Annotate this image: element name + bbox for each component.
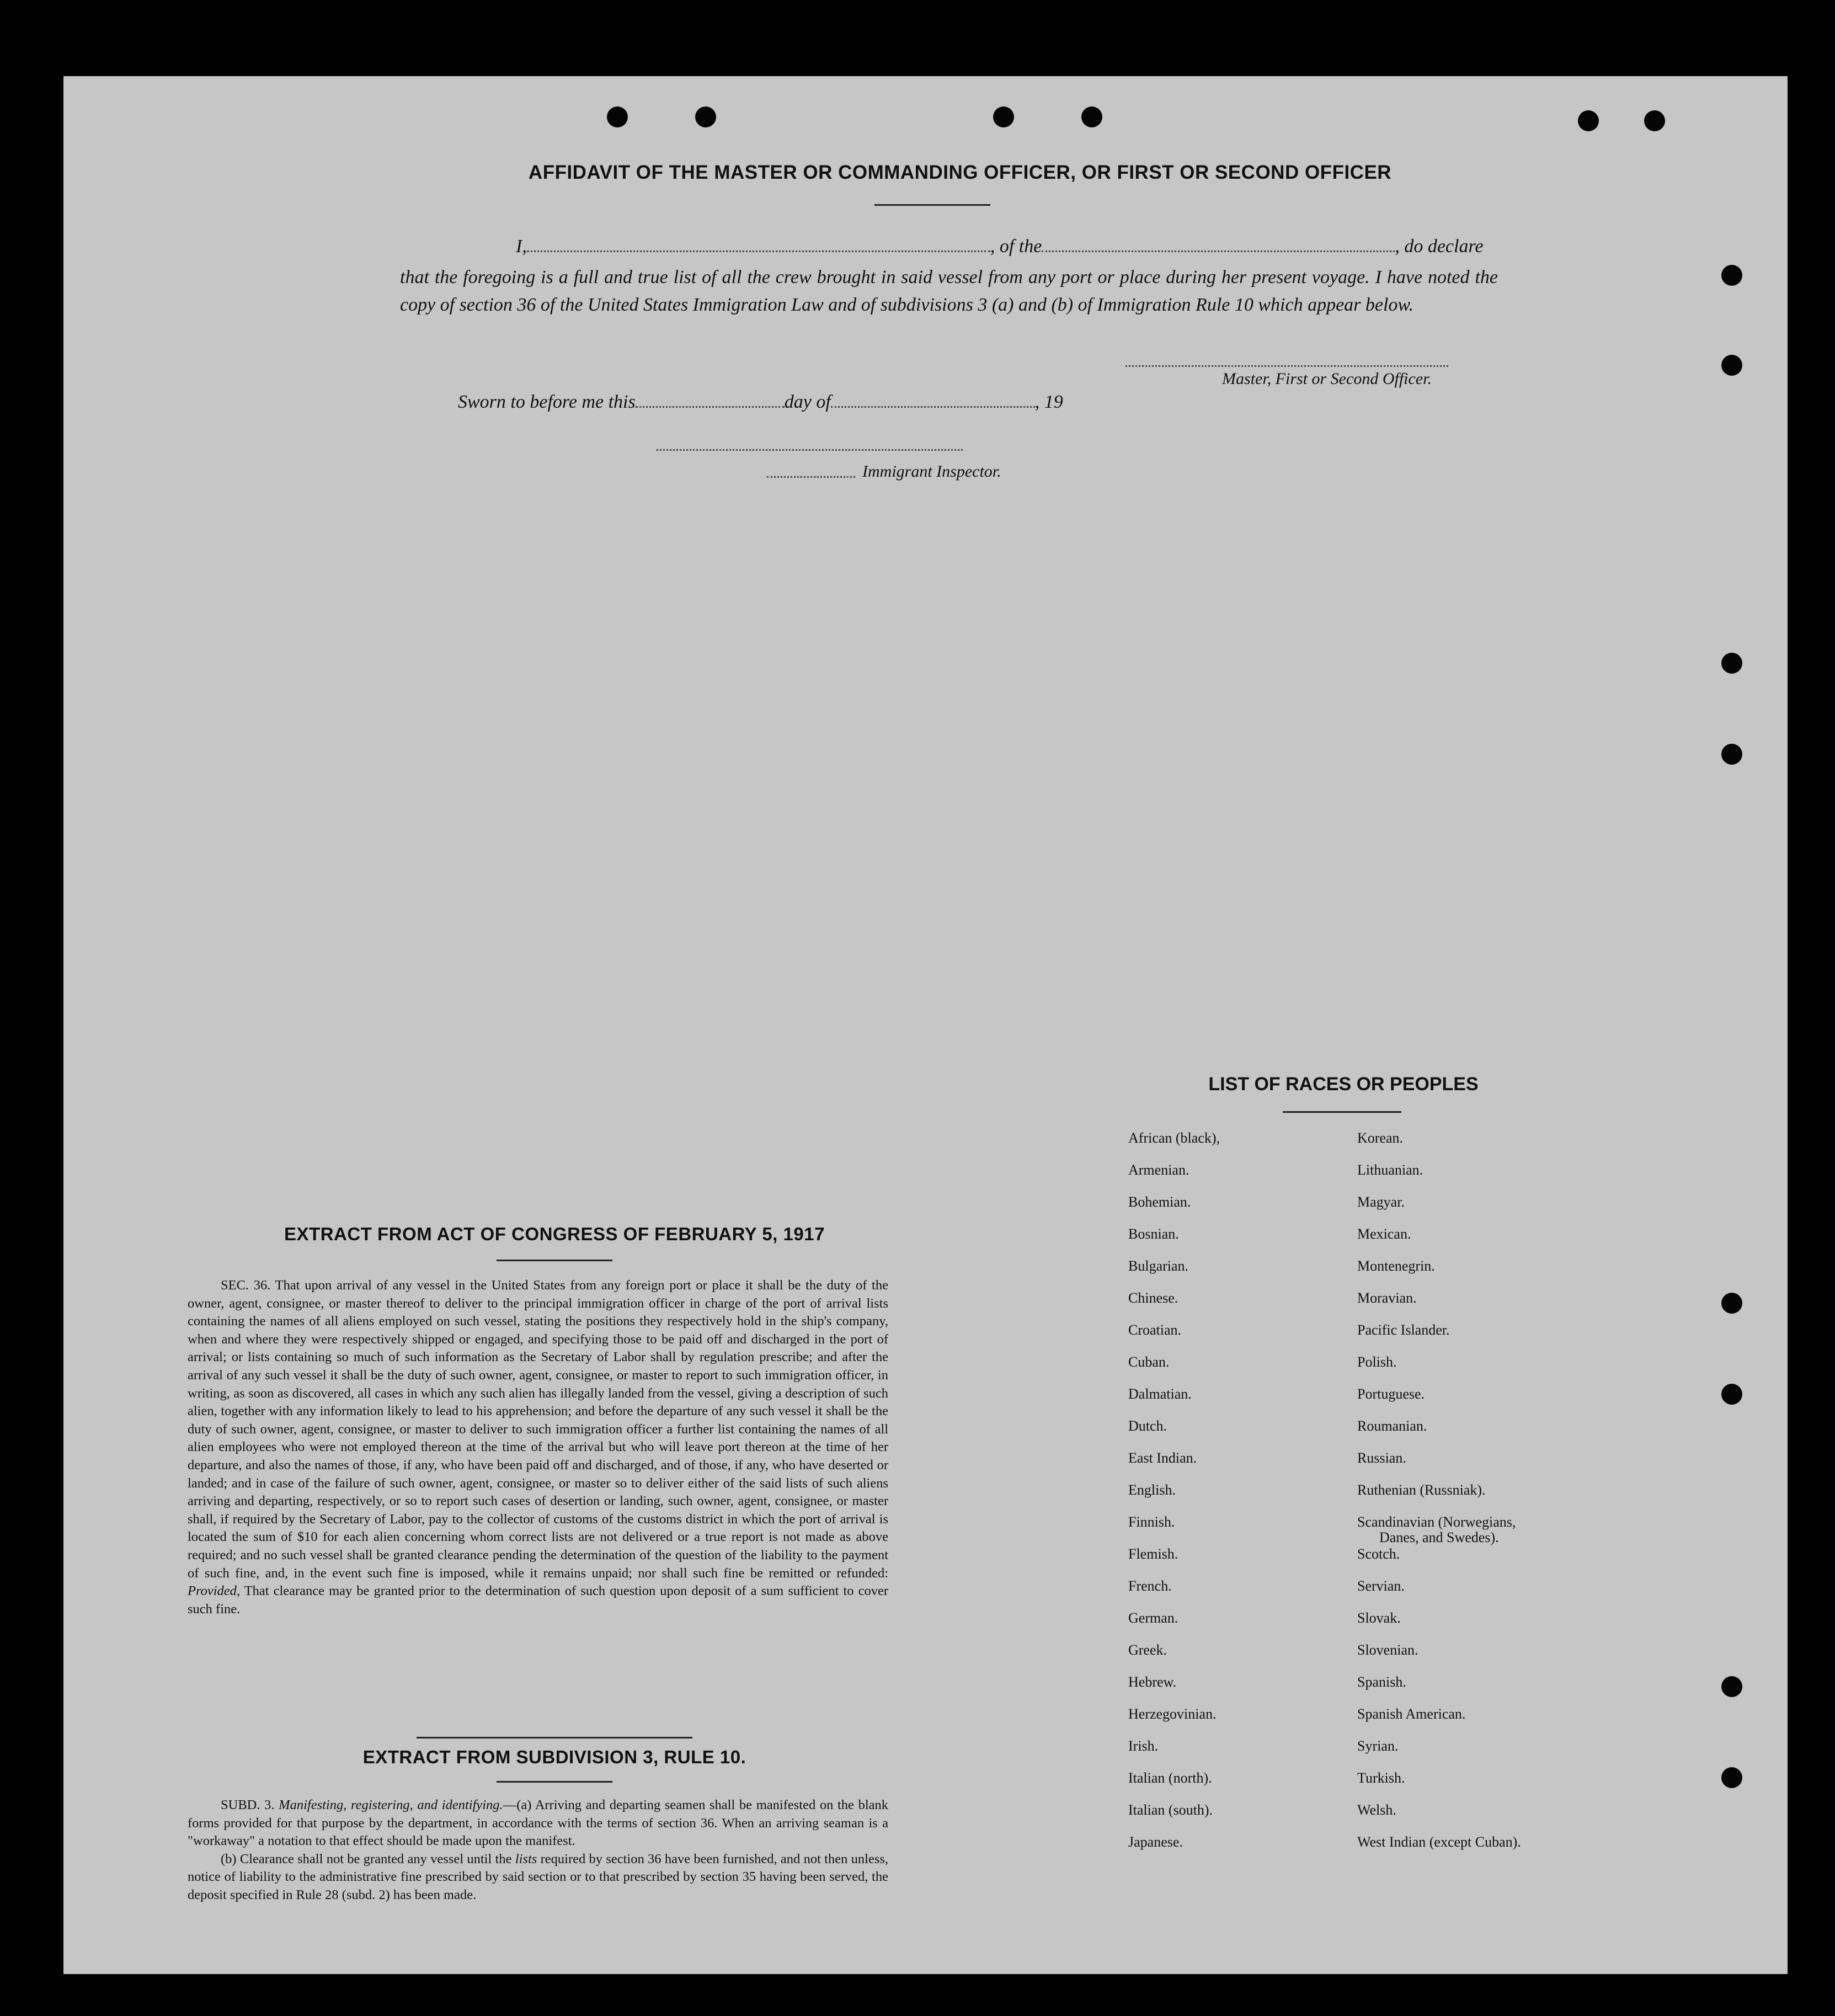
race-item: Scandinavian (Norwegians, <box>1357 1514 1516 1530</box>
race-item: Spanish. <box>1357 1674 1406 1690</box>
race-item: Cuban. <box>1128 1354 1170 1370</box>
master-signature-label: Master, First or Second Officer. <box>1222 370 1432 388</box>
declarant-prefix: I, <box>516 236 527 257</box>
para-b-text-2: required by section 36 have been furnished, and not then unless, notice of liability to the administrative fine prescribed by said section or to that prescribed by section 35 having been served, the deposit specified in Rule 28 (subd. 2) has been made. <box>188 1851 889 1902</box>
inspector-signature-field[interactable] <box>657 449 963 451</box>
race-item: Slovenian. <box>1357 1642 1418 1658</box>
rule-title-underline <box>497 1781 612 1783</box>
para-b-label: (b) <box>221 1851 237 1866</box>
race-item: Japanese. <box>1128 1834 1183 1850</box>
punch-hole <box>1721 1384 1742 1405</box>
race-item: Portuguese. <box>1357 1386 1425 1402</box>
year-label: , 19 <box>1034 392 1063 412</box>
sworn-line <box>458 392 1063 413</box>
do-declare-label: , do declare <box>1395 236 1484 257</box>
master-signature-field[interactable] <box>1125 365 1448 367</box>
race-item: Armenian. <box>1128 1162 1189 1178</box>
race-item: Scotch. <box>1357 1546 1400 1562</box>
sworn-prefix: Sworn to before me this <box>458 392 636 412</box>
section-36-end: That clearance may be granted prior to the determination of such question upon deposit of a sum sufficient to cover such fine. <box>188 1583 888 1617</box>
race-item: Spanish American. <box>1357 1706 1466 1722</box>
sworn-day-field[interactable] <box>636 406 785 408</box>
races-title: LIST OF RACES OR PEOPLES <box>1208 1074 1479 1095</box>
race-item: African (black), <box>1128 1130 1220 1146</box>
race-item: Italian (north). <box>1128 1770 1212 1786</box>
day-of-label: day of <box>784 392 831 412</box>
section-36-body: SEC. 36. That upon arrival of any vessel in the United States from any foreign port or place it shall be the duty of the owner, agent, consignee, or master thereof to deliver to the principal immigration officer in charge of the port of arrival lists containing the names of all aliens employed on such vessel, stating the positions they respectively hold in the ship's company, when and where they were respectively shipped or engaged, and specifying those to be paid off and discharged in the port of arrival; or lists containing so much of such information as the Secretary of Labor shall by regulation prescribe; and after the arrival of any such vessel it shall be the duty of such owner, agent, consignee, or master to report to such immigration officer, in writing, as soon as discovered, all cases in which any such alien has illegally landed from the vessel, giving a description of such alien, together with any information likely to lead to his apprehension; and before the departure of any such vessel it shall be the duty of such owner, agent, consignee, or master to deliver to such immigration officer a further list containing the names of all alien employees who were not employed thereon at the time of the arrival but who will leave port thereon at the time of her departure, and also the names of those, if any, who have been paid off and discharged, and of those, if any, who have deserted or landed; and in case of the failure of such owner, agent, consignee, or master so to deliver either of the said lists of such aliens arriving and departing, respectively, or so to report such cases of desertion or landing, such owner, agent, consignee, or master shall, if required by the Secretary of Labor, pay to the collector of customs of the customs district in which the port of arrival is located the sum of $10 for each alien concerning whom correct lists are not delivered or a true report is not made as above required; and no such vessel shall be granted clearance pending the determination of the question of the liability to the payment of such fine, and, in the event such fine is imposed, while it remains unpaid; nor shall such fine be remitted or refunded: <box>188 1278 888 1581</box>
affidavit-statement: that the foregoing is a full and true list of all the crew brought in said vessel from any port or place during her present voyage. I have noted the copy of section 36 of the United States Immigration Law and of subdivisions 3 (a) and (b) of Immigration Rule 10 which appear below. <box>400 267 1498 315</box>
punch-hole <box>695 106 716 127</box>
race-item: Bulgarian. <box>1128 1258 1189 1274</box>
race-item: West Indian (except Cuban). <box>1357 1834 1521 1850</box>
title-underline <box>874 204 990 206</box>
race-item: French. <box>1128 1578 1172 1594</box>
races-title-underline <box>1283 1111 1401 1113</box>
race-item: Mexican. <box>1357 1226 1411 1242</box>
subd-prefix: SUBD. 3. <box>221 1798 275 1812</box>
para-a-text: Arriving and departing seamen shall be manifested on the blank forms provided for that purpose by the department, in accordance with the terms of section 36. When an arriving seaman is a "workaway" a notation to that effect should be made upon the manifest. <box>188 1798 888 1849</box>
declarant-name-field[interactable] <box>527 250 990 252</box>
affidavit-title: AFFIDAVIT OF THE MASTER OR COMMANDING OFFICER, OR FIRST OR SECOND OFFICER <box>528 162 1392 183</box>
race-item: English. <box>1128 1482 1176 1498</box>
race-item: Korean. <box>1357 1130 1404 1146</box>
race-item: Syrian. <box>1357 1738 1399 1754</box>
race-item: Herzegovinian. <box>1128 1706 1217 1722</box>
race-item: Bosnian. <box>1128 1226 1179 1242</box>
race-item: Polish. <box>1357 1354 1397 1370</box>
punch-hole <box>1644 110 1665 131</box>
para-b-text-1: Clearance shall not be granted any vessel until the <box>239 1851 512 1866</box>
race-item: Welsh. <box>1357 1802 1396 1818</box>
race-item: Greek. <box>1128 1642 1167 1658</box>
punch-hole <box>1721 744 1742 765</box>
of-the-label: , of the <box>990 236 1042 257</box>
race-item: Pacific Islander. <box>1357 1322 1450 1338</box>
race-item: Magyar. <box>1357 1194 1405 1210</box>
vessel-name-field[interactable] <box>1042 250 1395 252</box>
race-item: Croatian. <box>1128 1322 1182 1338</box>
race-item: Dutch. <box>1128 1418 1167 1434</box>
race-item: Dalmatian. <box>1128 1386 1192 1402</box>
race-item: Bohemian. <box>1128 1194 1191 1210</box>
punch-hole <box>1721 653 1742 674</box>
subd-heading: Manifesting, registering, and identifying. <box>279 1798 503 1812</box>
race-item: Danes, and Swedes). <box>1379 1529 1499 1545</box>
race-item: Moravian. <box>1357 1290 1417 1306</box>
punch-hole <box>1578 110 1599 131</box>
sworn-month-field[interactable] <box>831 406 1035 408</box>
punch-hole <box>1721 1293 1742 1314</box>
race-item: Russian. <box>1357 1450 1406 1466</box>
provided-word: Provided, <box>188 1583 241 1599</box>
race-item: Turkish. <box>1357 1770 1405 1786</box>
race-item: German. <box>1128 1610 1178 1626</box>
race-item: Italian (south). <box>1128 1802 1213 1818</box>
race-item: Roumanian. <box>1357 1418 1427 1434</box>
act-title-underline <box>497 1260 612 1261</box>
section-divider <box>417 1737 692 1738</box>
punch-hole <box>1721 355 1742 376</box>
para-a-label: —(a) <box>503 1798 532 1812</box>
race-item: Finnish. <box>1128 1514 1175 1530</box>
race-item: Slovak. <box>1357 1610 1401 1626</box>
race-item: Servian. <box>1357 1578 1405 1594</box>
race-item: Ruthenian (Russniak). <box>1357 1482 1486 1498</box>
punch-hole <box>1721 265 1742 286</box>
race-item: Lithuanian. <box>1357 1162 1423 1178</box>
inspector-prefix-field[interactable] <box>767 476 855 478</box>
punch-hole <box>607 106 628 127</box>
race-item: East Indian. <box>1128 1450 1197 1466</box>
document-page <box>63 76 1788 1974</box>
punch-hole <box>1081 106 1102 127</box>
declaration-line <box>400 236 1498 257</box>
race-item: Flemish. <box>1128 1546 1178 1562</box>
act-extract-title: EXTRACT FROM ACT OF CONGRESS OF FEBRUARY 5, 1917 <box>284 1224 825 1244</box>
para-b-lists: lists <box>515 1851 537 1866</box>
punch-hole <box>1721 1767 1742 1788</box>
punch-hole <box>993 106 1014 127</box>
race-item: Irish. <box>1128 1738 1159 1754</box>
rule-10-text <box>188 1796 888 1905</box>
rule-extract-title: EXTRACT FROM SUBDIVISION 3, RULE 10. <box>362 1747 746 1767</box>
punch-hole <box>1721 1676 1742 1697</box>
race-item: Montenegrin. <box>1357 1258 1435 1274</box>
section-36-text <box>188 1277 888 1618</box>
race-item: Hebrew. <box>1128 1674 1177 1690</box>
race-item: Chinese. <box>1128 1290 1178 1306</box>
inspector-label: Immigrant Inspector. <box>862 462 1001 481</box>
